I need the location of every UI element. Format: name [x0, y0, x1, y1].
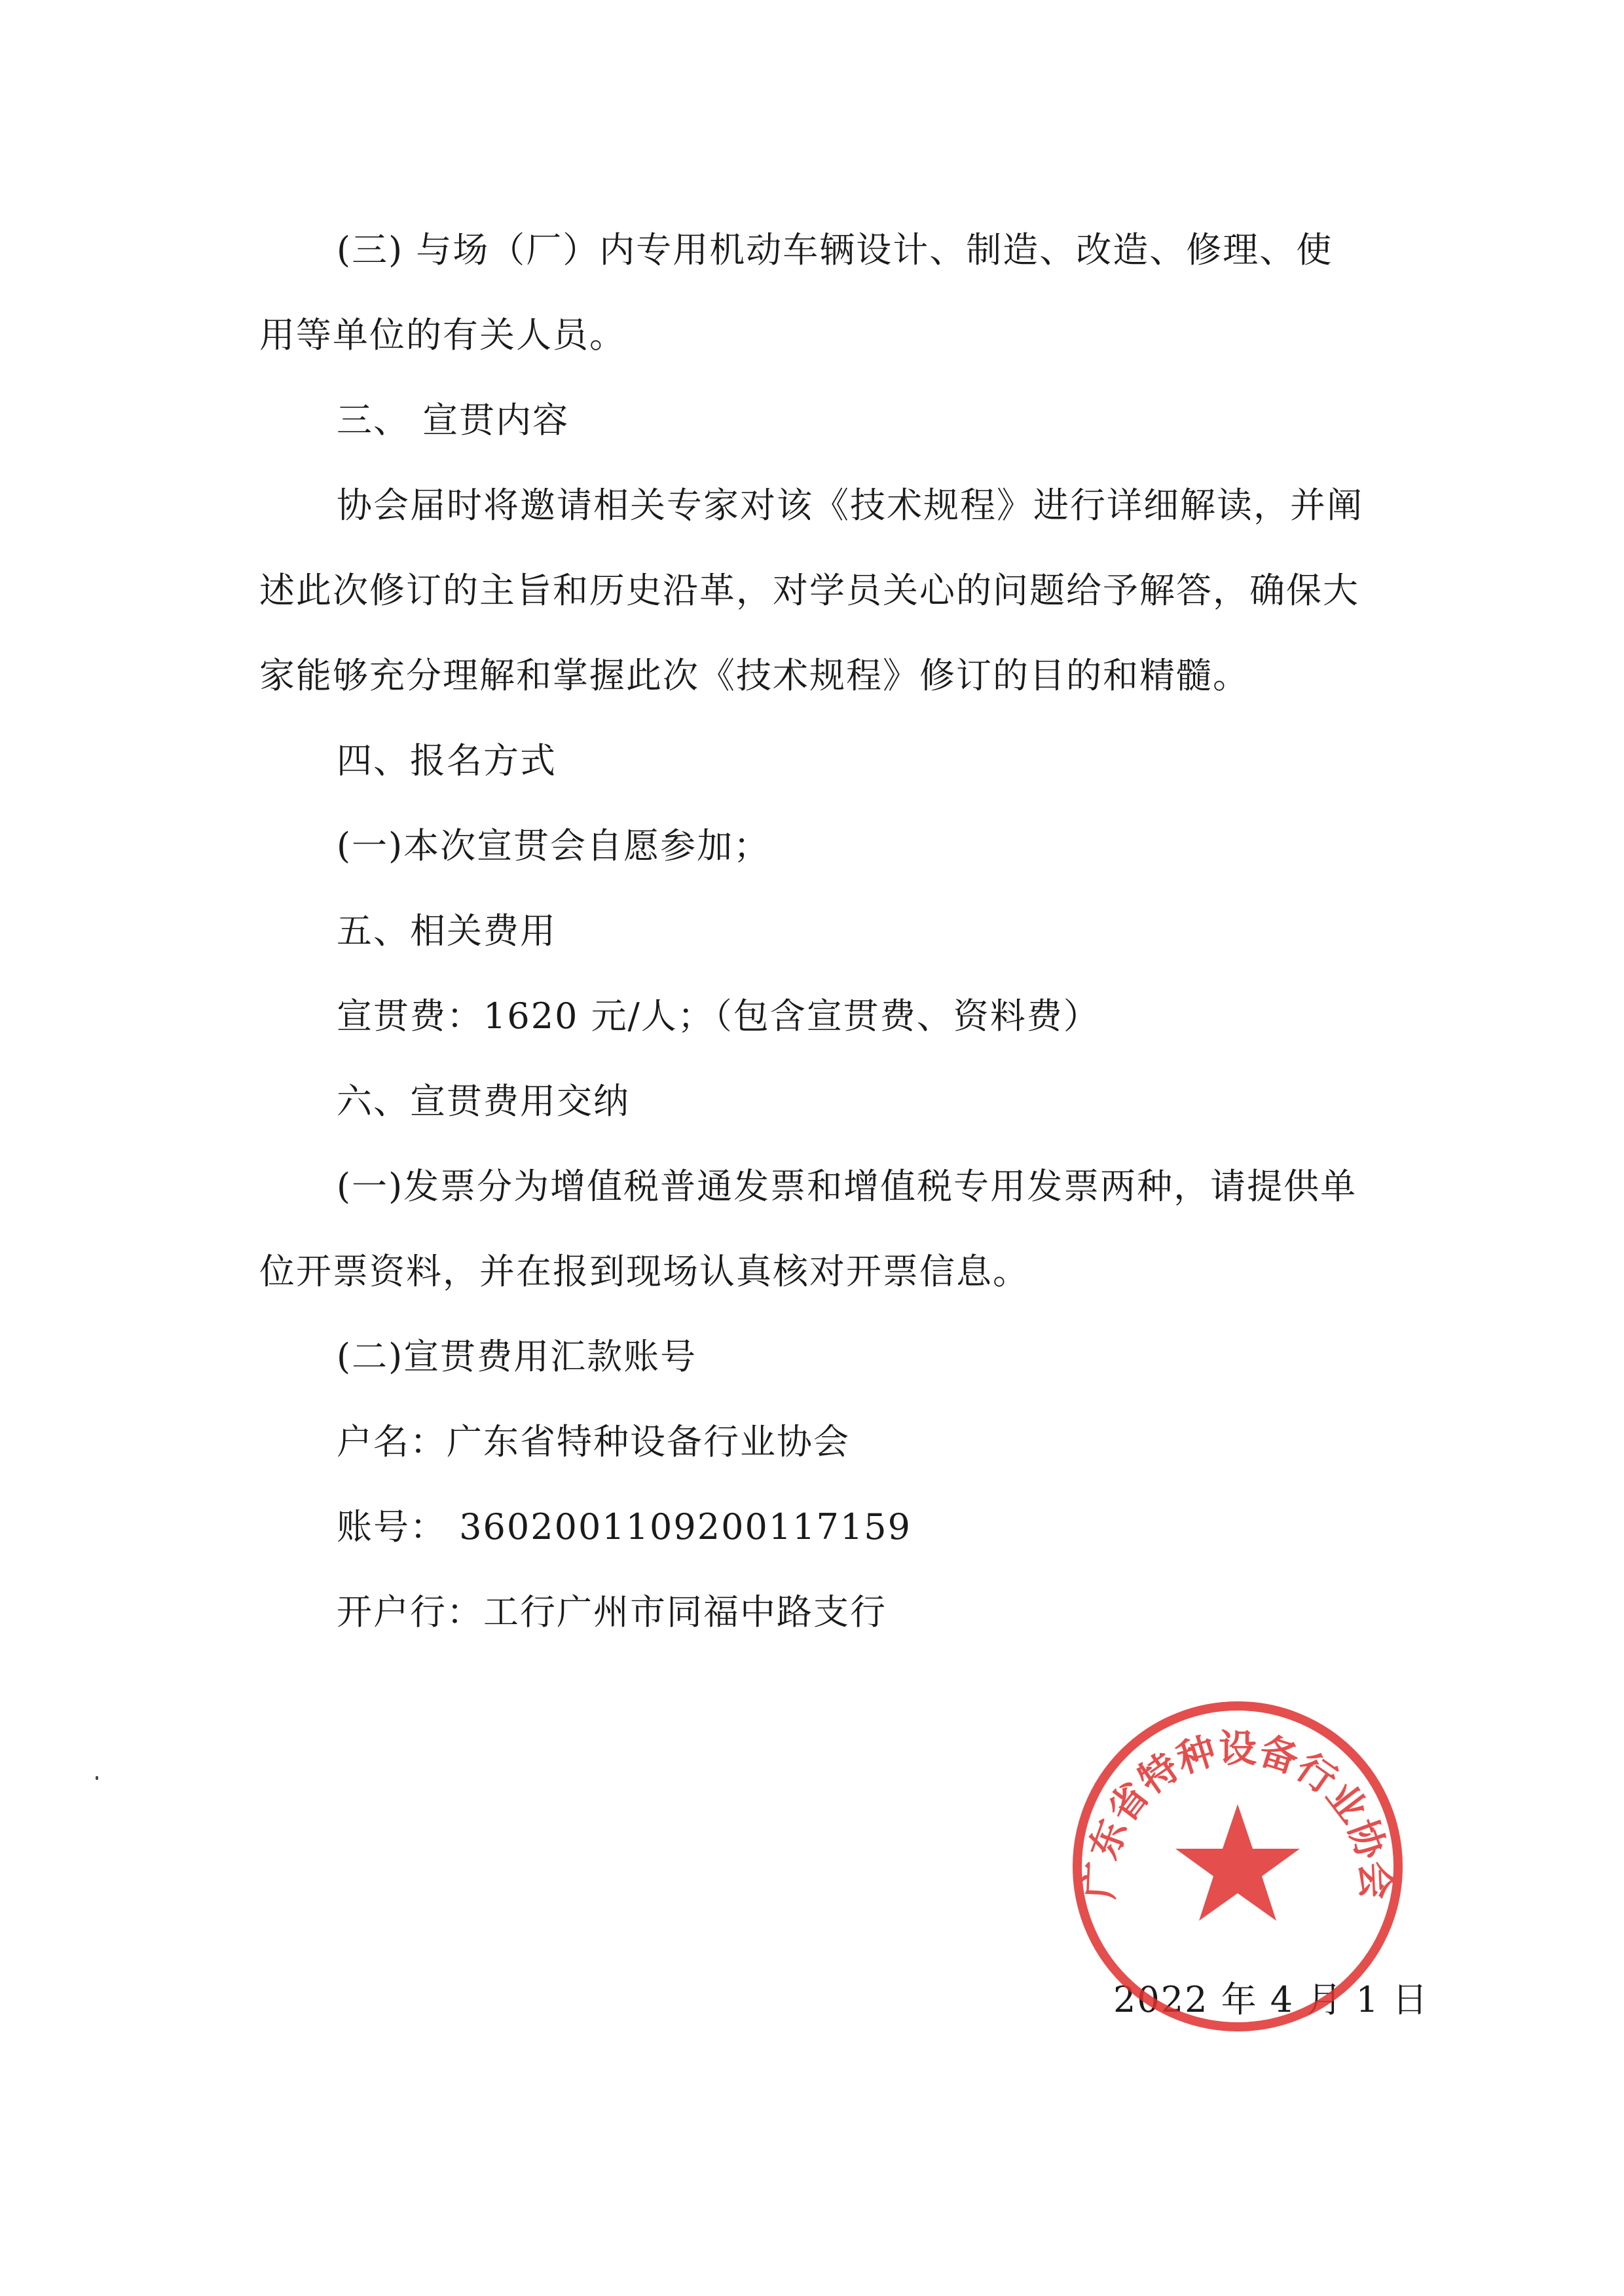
scan-speck: [96, 1776, 98, 1780]
paragraph-line-1: (三) 与场（厂）内专用机动车辆设计、制造、改造、修理、使: [337, 229, 1333, 270]
paragraph-line-5: 家能够充分理解和掌握此次《技术规程》修订的目的和精髓。: [259, 655, 1249, 696]
invoice-line-2: 位开票资料，并在报到现场认真核对开票信息。: [259, 1251, 1029, 1292]
section-heading-registration: 四、报名方式: [337, 740, 557, 781]
organization-seal: [1064, 1693, 1411, 2040]
account-number: 账号： 3602001109200117159: [337, 1506, 912, 1547]
paragraph-line-3: 协会届时将邀请相关专家对该《技术规程》进行详细解读，并阐: [337, 485, 1363, 526]
paragraph-line-4: 述此次修订的主旨和历史沿革，对学员关心的问题给予解答，确保大: [259, 570, 1359, 611]
account-name: 户名：广东省特种设备行业协会: [337, 1421, 850, 1462]
section-heading-payment: 六、宣贯费用交纳: [337, 1081, 630, 1122]
paragraph-line-2: 用等单位的有关人员。: [259, 314, 626, 356]
bank-account-heading: (二)宣贯费用汇款账号: [337, 1336, 697, 1377]
section-heading-fees: 五、相关费用: [337, 910, 557, 952]
document-date: 2022 年 4 月 1 日: [1113, 1979, 1429, 2020]
section-heading-content: 三、 宣贯内容: [337, 399, 570, 441]
invoice-line-1: (一)发票分为增值税普通发票和增值税专用发票两种，请提供单: [337, 1166, 1357, 1207]
seal-star-icon: [1175, 1804, 1300, 1921]
seal-text: 广东省特种设备行业协会: [1077, 1726, 1399, 1900]
fee-amount: 宣贯费：1620 元/人；（包含宣贯费、资料费）: [337, 995, 1100, 1037]
account-bank: 开户行：工行广州市同福中路支行: [337, 1591, 887, 1633]
registration-item-1: (一)本次宣贯会自愿参加；: [337, 825, 771, 866]
